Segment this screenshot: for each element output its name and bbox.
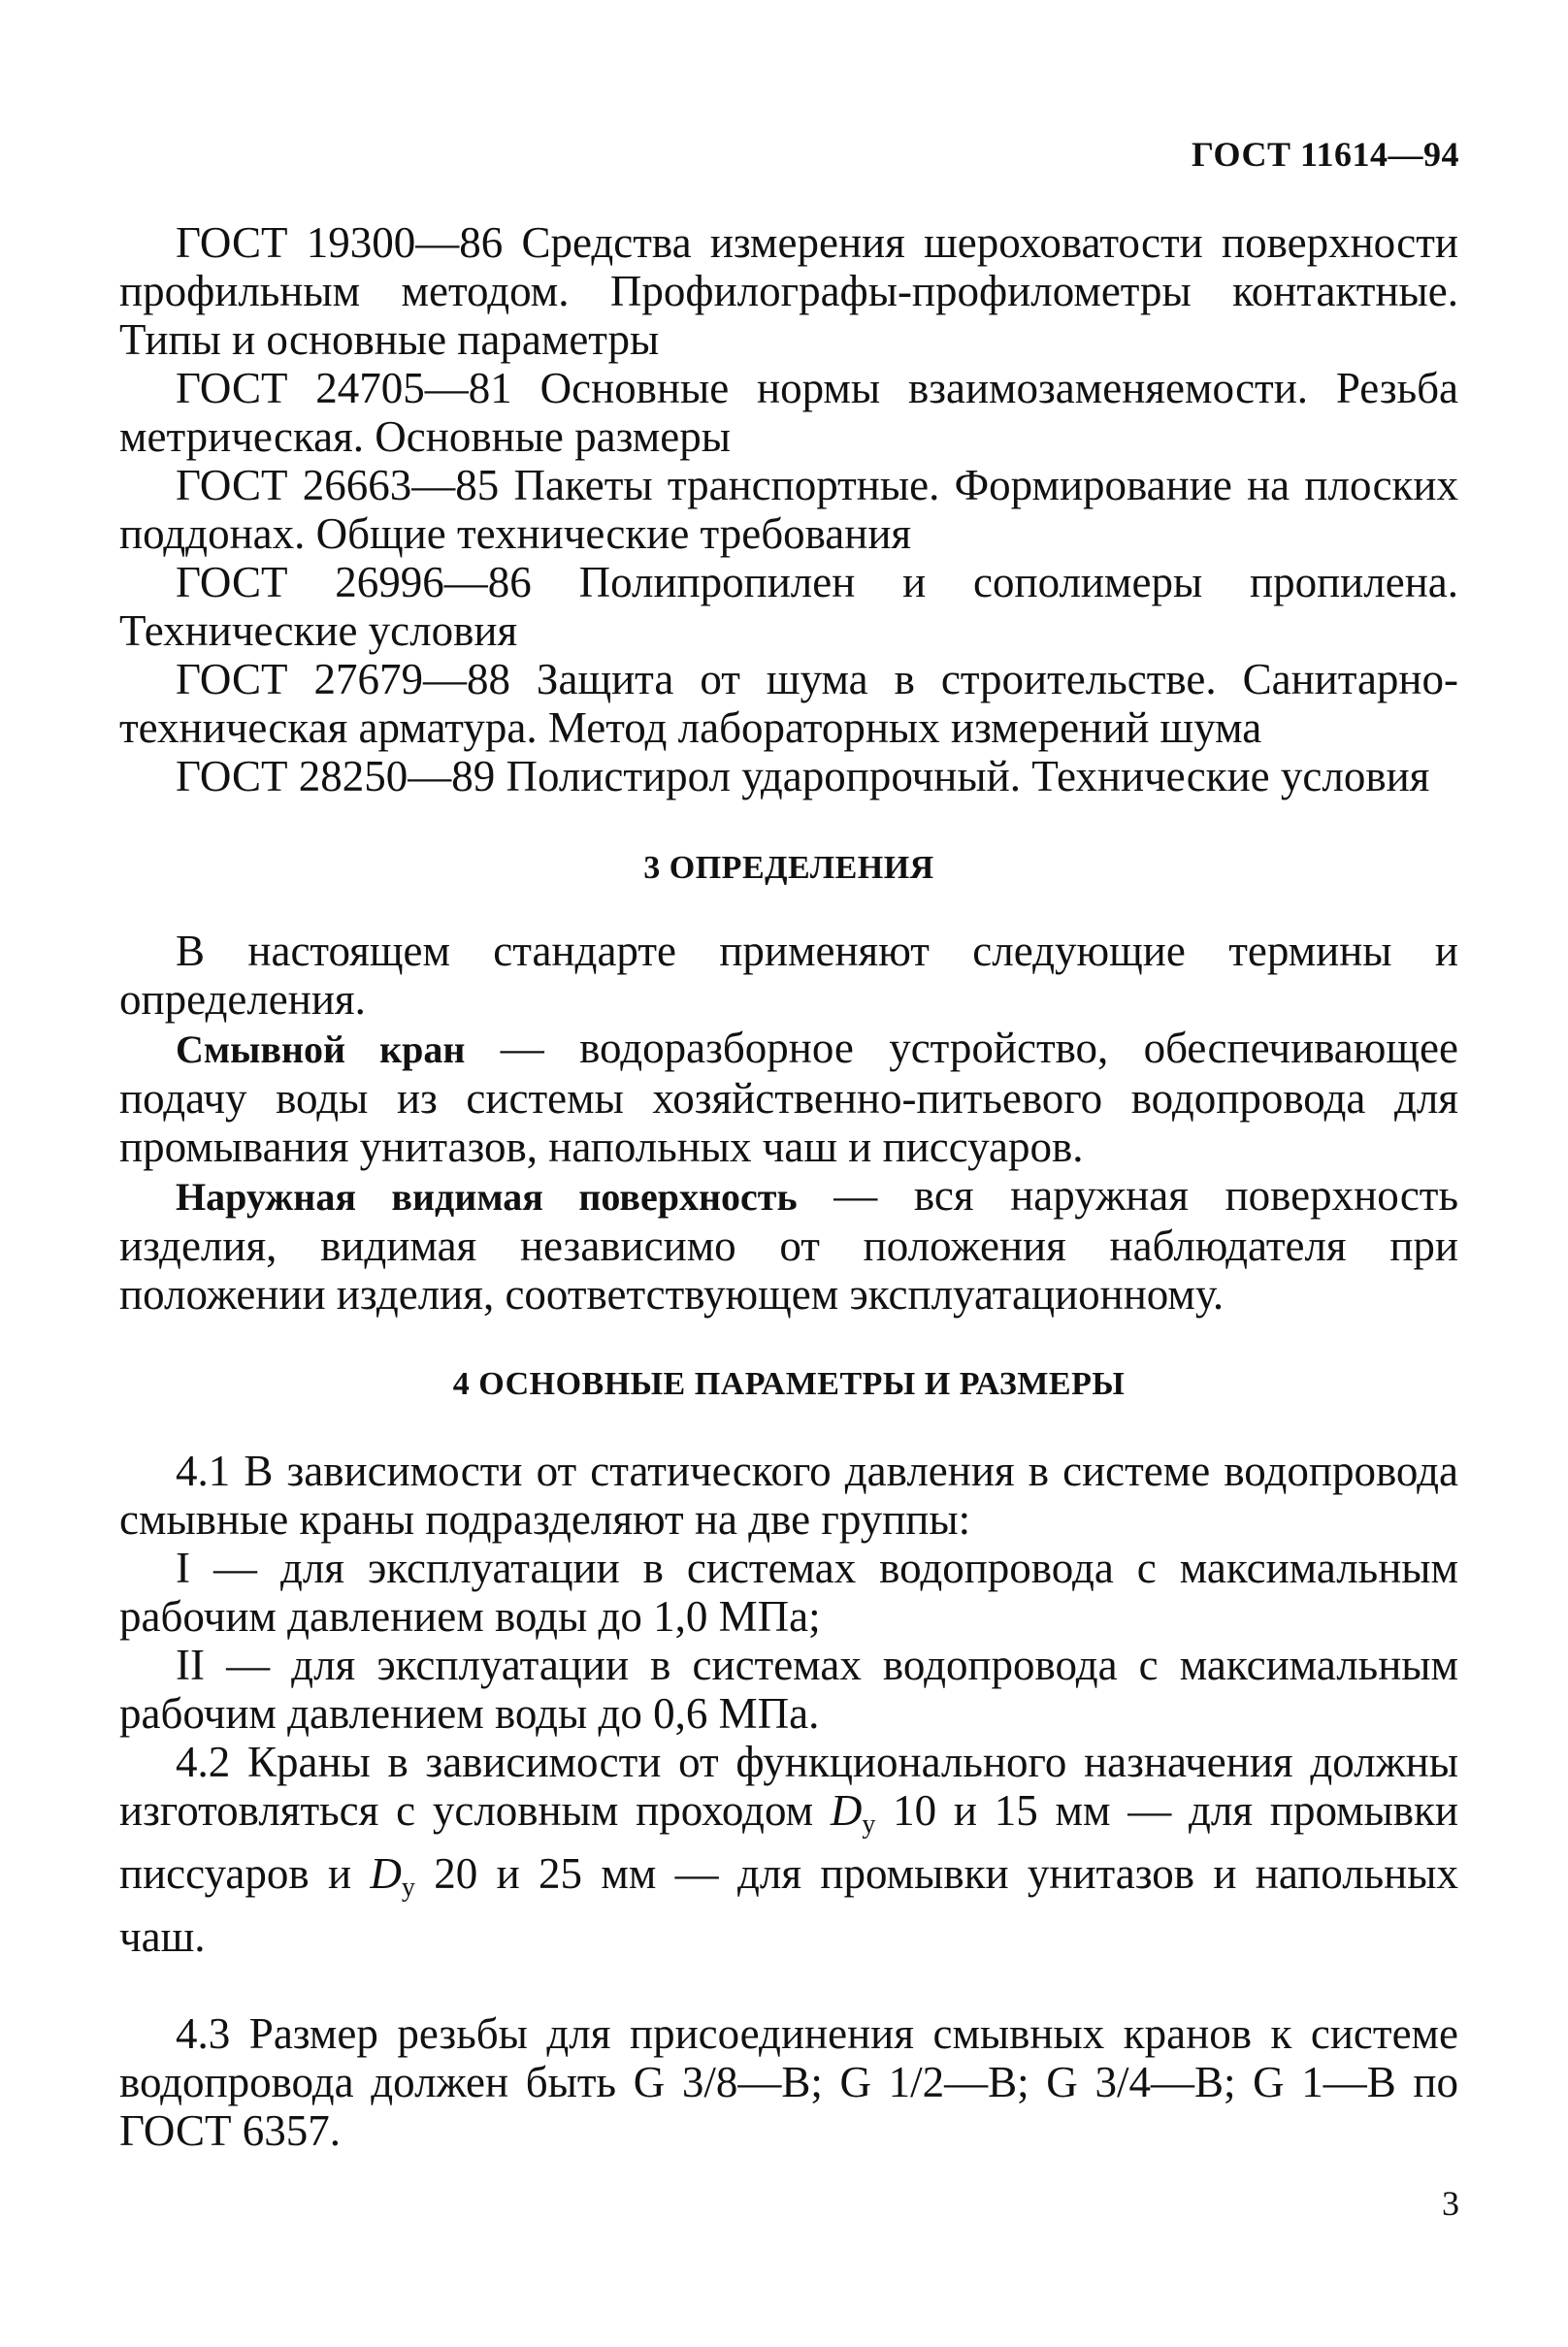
page-number: 3 <box>1442 2184 1459 2223</box>
reference-gost-19300: ГОСТ 19300—86 Средства измерения шероховатости поверхности профильным методом. Профилографы-профилометры контактные. Типы и основные параметры <box>119 218 1458 364</box>
clause-4-2-part3: 20 и 25 мм — для промывки унитазов и напольных чаш. <box>119 1849 1458 1961</box>
section-3-heading: 3 ОПРЕДЕЛЕНИЯ <box>643 850 934 886</box>
section-4-heading: 4 ОСНОВНЫЕ ПАРАМЕТРЫ И РАЗМЕРЫ <box>452 1366 1126 1402</box>
clause-4-2-part2: 10 и 15 мм — для промывки писсуаров и <box>119 1786 1458 1898</box>
definition-flush-valve-text: — водоразборное устройство, обеспечивающее подачу воды из системы хозяйственно-питьевого водопровода для промывания унитазов, напольных чаш и писсуаров. <box>119 1024 1458 1171</box>
nominal-bore-subscript-2: у <box>401 1873 415 1903</box>
reference-gost-28250: ГОСТ 28250—89 Полистирол ударопрочный. Технические условия <box>176 752 1430 800</box>
clause-4-1: 4.1 В зависимости от статического давления в системе водопровода смывные краны подразделяют на две группы: <box>119 1447 1458 1544</box>
pressure-group-2: II — для эксплуатации в системах водопровода с максимальным рабочим давлением воды до 0,6 МПа. <box>119 1641 1458 1738</box>
reference-gost-26663: ГОСТ 26663—85 Пакеты транспортные. Формирование на плоских поддонах. Общие технические требования <box>119 461 1458 558</box>
document-code-header: ГОСТ 11614—94 <box>1192 135 1459 174</box>
definition-flush-valve <box>119 1024 1458 1171</box>
term-outer-visible-surface: Наружная видимая поверхность <box>176 1175 798 1219</box>
pressure-group-1: I — для эксплуатации в системах водопровода с максимальным рабочим давлением воды до 1,0 МПа; <box>119 1544 1458 1641</box>
nominal-bore-subscript: у <box>862 1809 876 1840</box>
reference-gost-26996: ГОСТ 26996—86 Полипропилен и сополимеры пропилена. Технические условия <box>119 558 1458 655</box>
term-flush-valve: Смывной кран <box>176 1027 466 1071</box>
nominal-bore-symbol-2: D <box>370 1849 402 1898</box>
nominal-bore-symbol: D <box>830 1786 863 1835</box>
reference-gost-27679: ГОСТ 27679—88 Защита от шума в строительстве. Санитарно-техническая арматура. Метод лабораторных измерений шума <box>119 655 1458 752</box>
clause-4-3: 4.3 Размер резьбы для присоединения смывных кранов к системе водопровода должен быть G 3/8—B; G 1/2—B; G 3/4—B; G 1—B по ГОСТ 6357. <box>119 2009 1458 2155</box>
definition-outer-visible-surface-text: — вся наружная поверхность изделия, видимая независимо от положения наблюдателя при положении изделия, соответствующем эксплуатационному. <box>119 1171 1458 1319</box>
clause-4-2 <box>119 1738 1458 1961</box>
reference-gost-24705: ГОСТ 24705—81 Основные нормы взаимозаменяемости. Резьба метрическая. Основные размеры <box>119 364 1458 461</box>
clause-4-2-part1: 4.2 Краны в зависимости от функционального назначения должны изготовляться с условным проходом <box>119 1738 1458 1835</box>
page-content <box>119 218 1458 2155</box>
section-3-intro: В настоящем стандарте применяют следующие термины и определения. <box>119 927 1458 1024</box>
definition-outer-visible-surface <box>119 1171 1458 1319</box>
